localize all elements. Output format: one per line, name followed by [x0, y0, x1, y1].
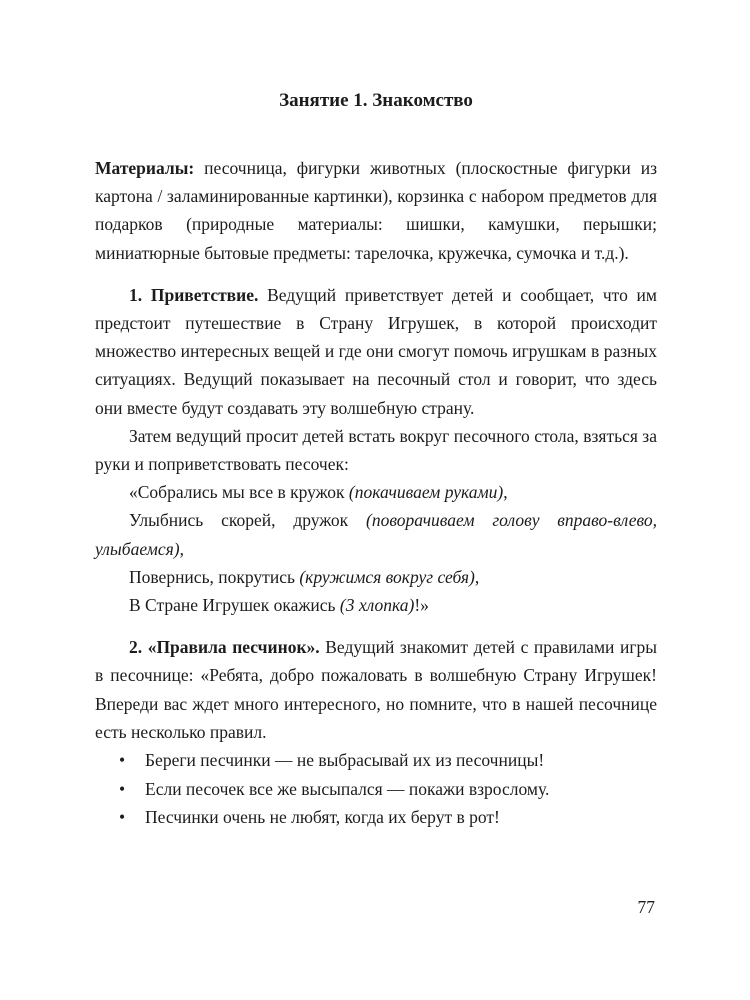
- verse-stage-direction: (покачиваем руками): [348, 482, 504, 503]
- materials-text: песочница, фигурки животных (плоскостные фигурки из картона / заламинированные картинки), корзинка с набором предметов для подарков (природные материалы: шишки, камушки, перышки; миниатюрные бытовые предметы: тарелочка, кружечка, сумочка и т.д.).: [95, 158, 657, 263]
- verse-text: ,: [179, 538, 184, 559]
- paragraph-rules: [95, 633, 657, 746]
- verse-text: «Собрались мы все в кружок: [129, 482, 349, 503]
- verse-text: !»: [414, 595, 429, 616]
- paragraph-transition: Затем ведущий просит детей встать вокруг песочного стола, взяться за руки и поприветствовать песочек:: [95, 425, 657, 475]
- verse-text: Улыбнись скорей, дружок: [129, 510, 366, 531]
- bullet-item: [119, 803, 657, 832]
- verse-text: ,: [503, 482, 508, 503]
- bullet-text: Если песочек все же высыпался — покажи взрослому.: [145, 778, 550, 799]
- greeting-text: Ведущий приветствует детей и сообщает, что им предстоит путешествие в Страну Игрушек, в которой происходит множество интересных вещей и где они смогут помочь игрушкам в разных ситуациях. Ведущий показывает на песочный стол и говорит, что здесь они вместе будут создавать эту волшебную страну.: [95, 284, 657, 418]
- page-content: [95, 88, 657, 832]
- materials-lead: Материалы:: [95, 158, 195, 178]
- page-number: 77: [637, 897, 655, 917]
- bullet-icon: •: [119, 750, 126, 771]
- rules-bullet-list: [95, 746, 657, 832]
- verse-stage-direction: (поворачиваем голову вправо-влево, улыбаемся): [95, 510, 657, 559]
- paragraph-greeting: [95, 281, 657, 422]
- bullet-text: Песчинки очень не любят, когда их берут в рот!: [145, 807, 500, 828]
- paragraph-materials: [95, 154, 657, 267]
- bullet-text: Береги песчинки — не выбрасывай их из песочницы!: [145, 750, 545, 771]
- rules-lead: 2. «Правила песчинок».: [129, 637, 320, 658]
- bullet-icon: •: [119, 807, 126, 828]
- verse-stage-direction: (кружимся вокруг себя): [299, 566, 475, 587]
- bullet-icon: •: [119, 778, 126, 799]
- verse-line: [95, 506, 657, 562]
- greeting-lead: 1. Приветствие.: [129, 284, 259, 305]
- bullet-item: [119, 775, 657, 804]
- verse-text: ,: [474, 566, 480, 587]
- rules-text: Ведущий знакомит детей с правилами игры в песочнице: «Ребята, добро пожаловать в волшебную Страну Игрушек! Впереди вас ждет много интересного, но помните, что в нашей песочнице есть несколько правил.: [95, 637, 657, 742]
- verse-stage-direction: (3 хлопка): [339, 595, 415, 616]
- verse-text: Повернись, покрутись: [129, 566, 300, 587]
- verse-line: [95, 591, 657, 619]
- bullet-item: [119, 746, 657, 775]
- verse-line: [95, 563, 657, 591]
- verse-text: В Стране Игрушек окажись: [129, 595, 340, 616]
- page-title: Занятие 1. Знакомство: [279, 90, 473, 111]
- verse-line: [95, 478, 657, 506]
